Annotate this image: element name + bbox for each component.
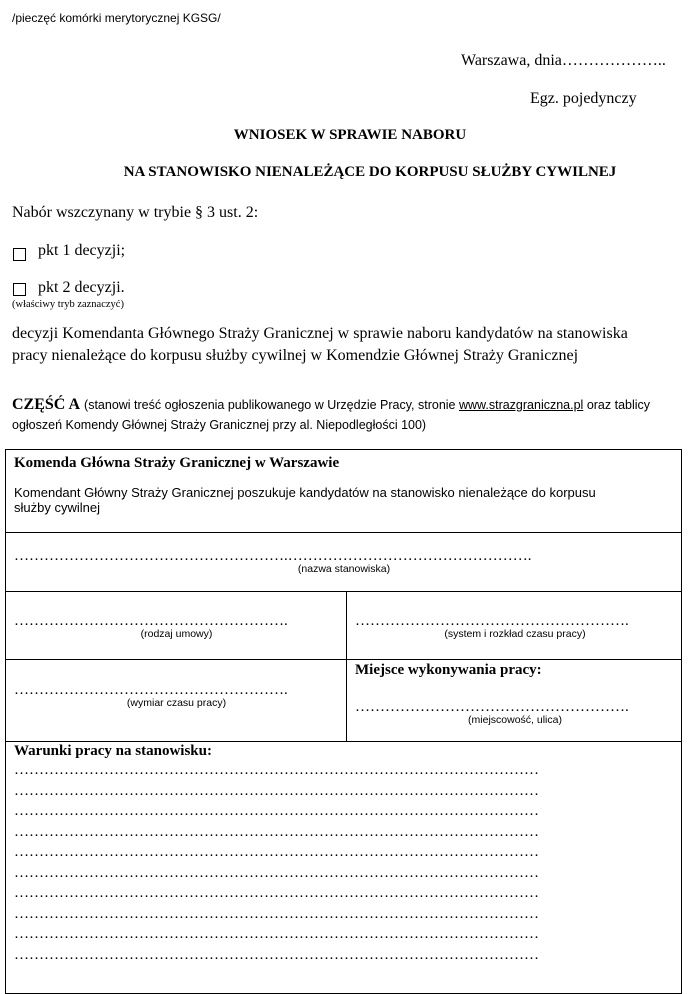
decision-text-1: decyzji Komendanta Głównego Straży Granicznej w sprawie naboru kandydatów na stanowiska xyxy=(12,325,628,342)
schedule-field[interactable] xyxy=(355,613,675,640)
conditions-line: …………………………………………………………………………………………… xyxy=(14,803,539,819)
conditions-line: …………………………………………………………………………………………… xyxy=(14,905,539,922)
part-a-description xyxy=(12,396,650,414)
part-a-desc-line2: ogłoszeń Komendy Głównej Straży Granicznej przy al. Niepodległości 100) xyxy=(12,418,427,432)
schedule-caption: (system i rozkład czasu pracy) xyxy=(444,628,586,640)
hours-caption: (wymiar czasu pracy) xyxy=(126,697,227,709)
conditions-line: …………………………………………………………………………………………… xyxy=(14,762,539,778)
divider xyxy=(6,659,681,660)
option-2-checkbox[interactable] xyxy=(13,283,26,296)
conditions-field[interactable] xyxy=(14,743,674,965)
schedule-dots: ………………………………………………. xyxy=(355,613,629,629)
mode-intro: Nabór wszczynany w trybie § 3 ust. 2: xyxy=(12,204,259,221)
hours-field[interactable] xyxy=(14,682,339,709)
org-desc-1: Komendant Główny Straży Granicznej poszukuje kandydatów na stanowisko nienależące do korpusu xyxy=(14,485,596,500)
conditions-line: …………………………………………………………………………………………… xyxy=(14,926,539,942)
hours-dots: ………………………………………………. xyxy=(14,682,288,698)
conditions-line: …………………………………………………………………………………………… xyxy=(14,864,539,881)
column-divider xyxy=(346,591,347,741)
decision-text-2: pracy nienależące do korpusu służby cywilnej w Komendzie Głównej Straży Granicznej xyxy=(12,347,579,364)
option-1-label: pkt 1 decyzji; xyxy=(38,242,126,259)
position-dots: ……………………………………………….…………………………………………. xyxy=(14,548,532,564)
conditions-line: …………………………………………………………………………………………… xyxy=(14,823,539,840)
conditions-line: …………………………………………………………………………………………… xyxy=(14,885,539,901)
position-field[interactable] xyxy=(14,548,674,575)
website-link[interactable]: www.strazgraniczna.pl xyxy=(458,398,584,412)
org-desc-2: służby cywilnej xyxy=(14,500,100,515)
contract-caption: (rodzaj umowy) xyxy=(140,628,213,640)
conditions-heading: Warunki pracy na stanowisku: xyxy=(14,743,212,759)
divider xyxy=(6,591,681,592)
contract-field[interactable] xyxy=(14,613,339,640)
part-a-desc-start: (stanowi treść ogłoszenia publikowanego w Urzędzie Pracy, stronie xyxy=(84,398,459,412)
title-line-2: NA STANOWISKO NIENALEŻĄCE DO KORPUSU SŁUŻBY CYWILNEJ xyxy=(123,164,617,180)
place-caption: (miejscowość, ulica) xyxy=(468,714,562,726)
org-block xyxy=(14,455,596,515)
title-line-1: WNIOSEK W SPRAWIE NABORU xyxy=(233,127,467,143)
place-dots: ………………………………………………. xyxy=(355,699,629,715)
divider xyxy=(6,741,681,742)
conditions-line: …………………………………………………………………………………………… xyxy=(14,844,539,860)
conditions-line: …………………………………………………………………………………………… xyxy=(14,782,539,799)
stamp-note: /pieczęć komórki merytorycznej KGSG/ xyxy=(12,11,221,25)
place-field[interactable] xyxy=(355,662,675,726)
mode-hint: (właściwy tryb zaznaczyć) xyxy=(12,299,124,310)
option-2-label: pkt 2 decyzji. xyxy=(38,279,125,296)
part-a-heading: CZĘŚĆ A xyxy=(12,396,81,413)
part-a-desc-end: oraz tablicy xyxy=(583,398,651,412)
divider xyxy=(6,532,681,533)
copy-note: Egz. pojedynczy xyxy=(530,90,637,107)
announcement-form xyxy=(5,449,682,994)
position-caption: (nazwa stanowiska) xyxy=(297,563,391,575)
conditions-line: …………………………………………………………………………………………… xyxy=(14,946,539,963)
contract-dots: ………………………………………………. xyxy=(14,613,288,629)
place-heading: Miejsce wykonywania pracy: xyxy=(355,662,542,678)
option-1-checkbox[interactable] xyxy=(13,248,26,261)
date-line: Warszawa, dnia……………….. xyxy=(461,52,666,69)
org-name: Komenda Główna Straży Granicznej w Warszawie xyxy=(14,455,340,471)
